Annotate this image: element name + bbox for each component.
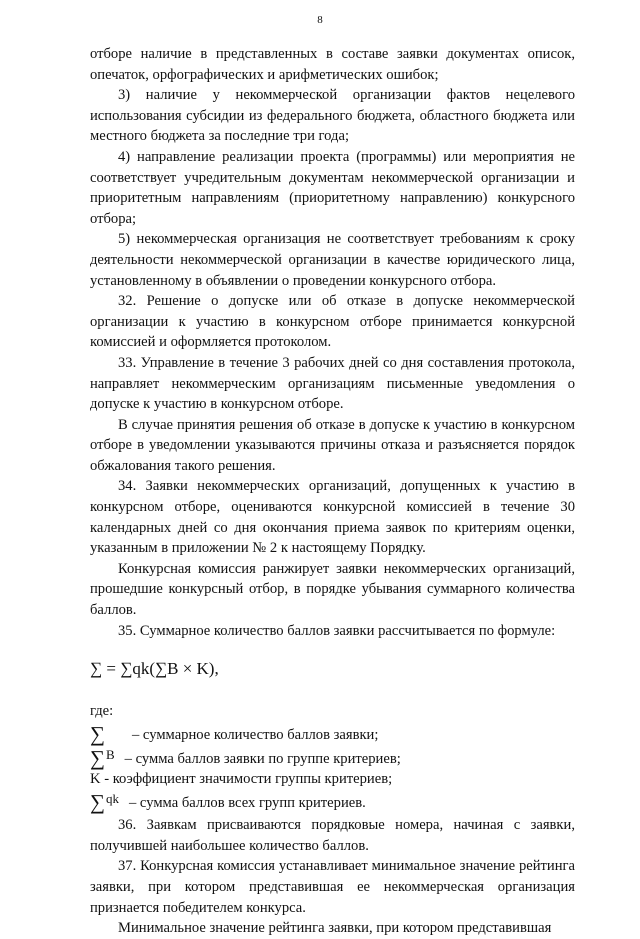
definition-total-score [90, 721, 575, 745]
definition-coefficient [90, 769, 575, 789]
sum-subscript: qk [105, 791, 119, 807]
sum-symbol: ∑ [90, 790, 105, 815]
definition-text: – сумма баллов всех групп критериев. [128, 795, 366, 812]
paragraph: 36. Заявкам присваиваются порядковые номера, начиная с заявки, получившей наибольшее количество баллов. [90, 817, 575, 854]
definition-all-groups-score [90, 789, 575, 813]
paragraph: отборе наличие в представленных в составе заявки документах описок, опечаток, орфографических и арифметических ошибок; [90, 46, 575, 83]
definition-group-score [90, 745, 575, 769]
definition-text: – сумма баллов заявки по группе критериев; [124, 751, 401, 768]
sum-subscript: B [105, 747, 115, 763]
sum-symbol: ∑ [90, 746, 105, 771]
definition-text: – суммарное количество баллов заявки; [131, 727, 379, 744]
paragraph: 3) наличие у некоммерческой организации фактов нецелевого использования субсидии из федерального бюджета, областного бюджета или местного бюджета за последние три года; [90, 87, 575, 145]
paragraph: В случае принятия решения об отказе в допуске к участию в конкурсном отборе в уведомлении указываются причины отказа и разъясняется порядок обжалования такого решения. [90, 416, 575, 474]
document-body [90, 44, 575, 939]
formula-text: ∑ = ∑qk(∑B × K), [90, 659, 219, 679]
paragraph: 37. Конкурсная комиссия устанавливает минимальное значение рейтинга заявки, при котором представившая ее некоммерческая организация признается победителем конкурса. [90, 858, 575, 916]
paragraph: 33. Управление в течение 3 рабочих дней со дня составления протокола, направляет некоммерческим организациям письменные уведомления о допуске к участию в конкурсном отборе. [90, 354, 575, 413]
paragraph: 32. Решение о допуске или об отказе в допуске некоммерческой организации к участию в конкурсном отборе принимается конкурсной комиссией и оформляется протоколом. [90, 293, 575, 351]
paragraph: Минимальное значение рейтинга заявки, при котором представившая [118, 920, 552, 937]
score-formula [90, 641, 575, 699]
paragraph: 4) направление реализации проекта (программы) или мероприятия не соответствует учредительным документам некоммерческой организации и приоритетным направлениям (приоритетному направлению) конкурсного отбора; [90, 148, 575, 227]
page-number: 8 [317, 14, 323, 26]
paragraph: Конкурсная комиссия ранжирует заявки некоммерческих организаций, прошедшие конкурсный отбор, в порядке убывания суммарного количества баллов. [90, 560, 575, 619]
definition-text: K - коэффициент значимости группы критериев; [90, 771, 393, 788]
paragraph: 35. Суммарное количество баллов заявки рассчитывается по формуле: [118, 622, 556, 639]
paragraph: 5) некоммерческая организация не соответствует требованиям к сроку деятельности некоммерческой организации в качестве юридического лица, установленному в объявлении о проведении конкурсного отбора. [90, 231, 575, 289]
paragraph: 34. Заявки некоммерческих организаций, допущенных к участию в конкурсном отборе, оцениваются конкурсной комиссией в течение 30 календарных дней со дня окончания приема заявок по критериям оценки, указанным в приложении № 2 к настоящему Порядку. [90, 478, 575, 557]
sum-symbol: ∑ [90, 722, 105, 747]
where-label: где: [90, 703, 114, 720]
